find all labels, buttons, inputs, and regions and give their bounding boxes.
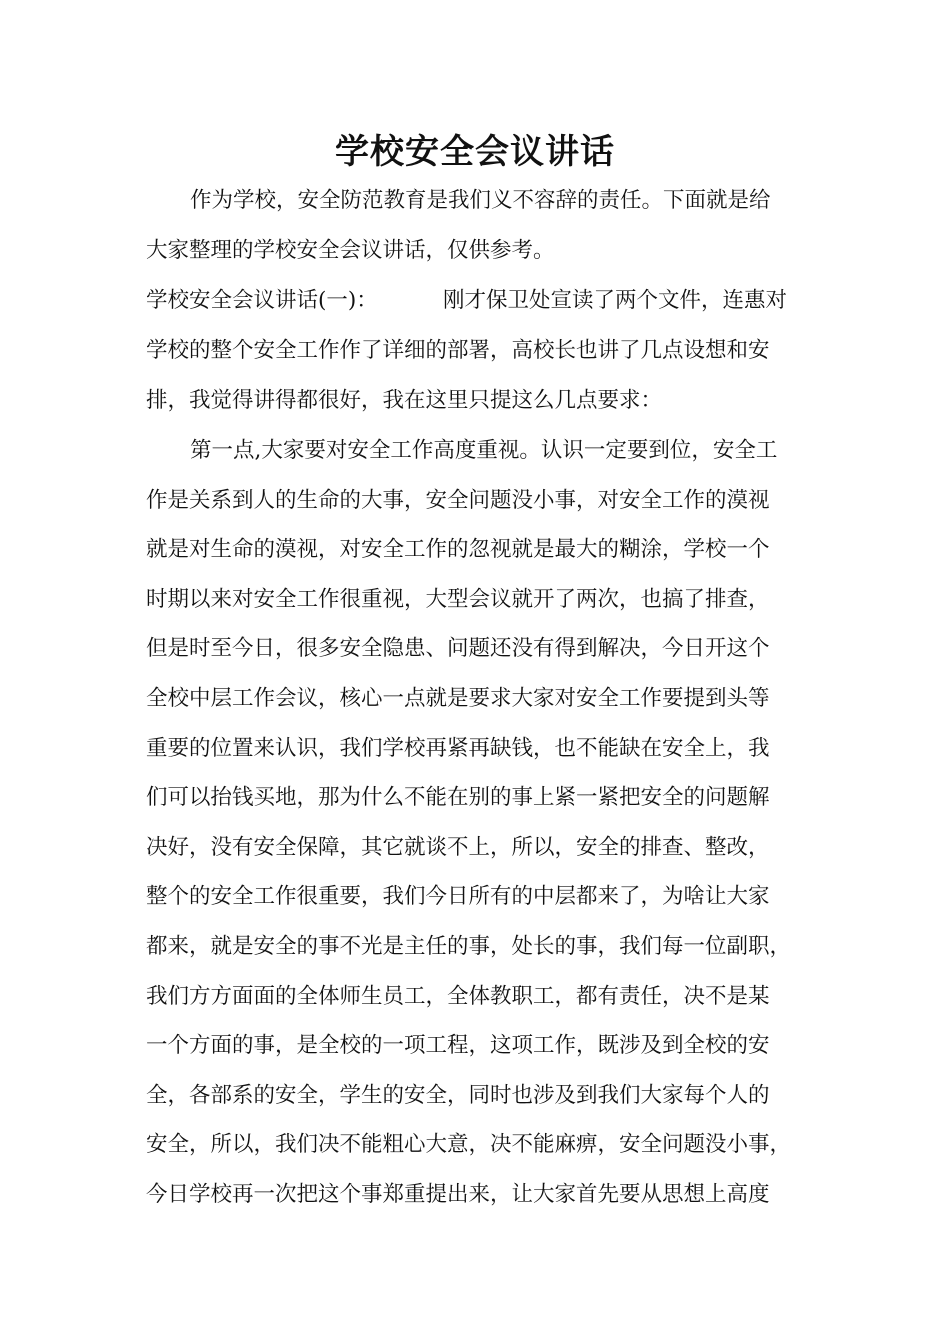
section-first-line-rest: 刚才保卫处宣读了两个文件，连惠对	[443, 288, 788, 313]
point1-line-1: 第一点,大家要对安全工作高度重视。认识一定要到位，安全工	[190, 438, 778, 463]
point1-line-12: 我们方方面面的全体师生员工，全体教职工，都有责任，决不是某	[146, 984, 770, 1009]
intro-line-2: 大家整理的学校安全会议讲话，仅供参考。	[146, 238, 555, 263]
point1-line-11: 都来，就是安全的事不光是主任的事，处长的事，我们每一位副职，	[146, 934, 792, 959]
point1-line-15: 安全，所以，我们决不能粗心大意，决不能麻痹，安全问题没小事，	[146, 1132, 792, 1157]
point1-line-14: 全，各部系的安全，学生的安全，同时也涉及到我们大家每个人的	[146, 1083, 770, 1108]
intro-line-1: 作为学校，安全防范教育是我们义不容辞的责任。下面就是给	[190, 188, 771, 213]
point1-line-10: 整个的安全工作很重要，我们今日所有的中层都来了，为啥让大家	[146, 884, 770, 909]
point1-line-13: 一个方面的事，是全校的一项工程，这项工作，既涉及到全校的安	[146, 1033, 770, 1058]
point1-line-3: 就是对生命的漠视，对安全工作的忽视就是最大的糊涂，学校一个	[146, 537, 770, 562]
point1-line-8: 们可以抬钱买地，那为什么不能在别的事上紧一紧把安全的问题解	[146, 785, 770, 810]
point1-line-16: 今日学校再一次把这个事郑重提出来，让大家首先要从思想上高度	[146, 1182, 770, 1207]
section-heading: 学校安全会议讲话(一)：	[146, 288, 378, 313]
section-line-2: 学校的整个安全工作作了详细的部署，高校长也讲了几点设想和安	[146, 338, 770, 363]
point1-line-7: 重要的位置来认识，我们学校再紧再缺钱，也不能缺在安全上，我	[146, 736, 770, 761]
point1-line-9: 决好，没有安全保障，其它就谈不上，所以，安全的排查、整改，	[146, 835, 770, 860]
document-title: 学校安全会议讲话	[335, 132, 615, 172]
point1-line-5: 但是时至今日，很多安全隐患、问题还没有得到解决，今日开这个	[146, 636, 770, 661]
point1-line-2: 作是关系到人的生命的大事，安全问题没小事，对安全工作的漠视	[146, 488, 770, 513]
section-line-3: 排，我觉得讲得都很好，我在这里只提这么几点要求：	[146, 388, 663, 413]
point1-line-4: 时期以来对安全工作很重视，大型会议就开了两次，也搞了排查，	[146, 587, 770, 612]
point1-line-6: 全校中层工作会议，核心一点就是要求大家对安全工作要提到头等	[146, 686, 770, 711]
